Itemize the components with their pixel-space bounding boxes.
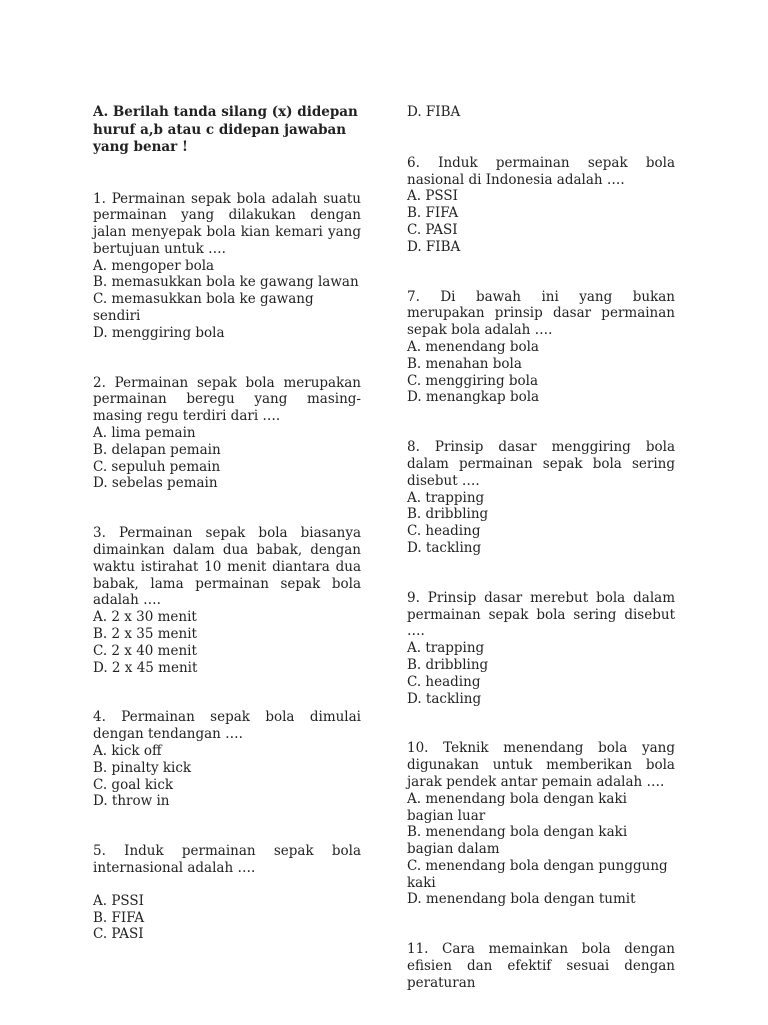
option-b: B. memasukkan bola ke gawang lawan: [93, 274, 359, 291]
question-10: [407, 740, 675, 908]
option-b: B. menahan bola: [407, 355, 522, 372]
option-a: A. lima pemain: [93, 425, 196, 442]
option-a: A. 2 x 30 menit: [93, 609, 197, 626]
question-text: 1. Permainan sepak bola adalah suatu permainan yang dilakukan dengan jalan menyepak bola kian kemari yang bertujuan untuk ….: [93, 190, 361, 257]
question-text: 7. Di bawah ini yang bukan merupakan prinsip dasar permainan sepak bola adalah ….: [407, 288, 675, 339]
question-text: 5. Induk permainan sepak bola internasional adalah ….: [93, 843, 361, 876]
option-b: B. FIFA: [93, 909, 145, 926]
option-d: D. tackling: [407, 690, 482, 707]
question-text: 2. Permainan sepak bola merupakan permainan beregu yang masing-masing regu terdiri dari ….: [93, 374, 361, 425]
option-c: C. sepuluh pemain: [93, 458, 221, 475]
option-c: C. heading: [407, 673, 481, 690]
option-a: A. PSSI: [93, 892, 145, 909]
question-text: 9. Prinsip dasar merebut bola dalam permainan sepak bola sering disebut ….: [407, 589, 675, 640]
question-9: [407, 590, 675, 708]
question-3: [93, 525, 361, 676]
option-b: B. delapan pemain: [93, 441, 221, 458]
option-d: D. sebelas pemain: [93, 475, 218, 492]
question-5: [93, 843, 361, 943]
option-d-continued: D. FIBA: [407, 104, 461, 120]
option-b: B. dribbling: [407, 506, 489, 523]
question-1: [93, 191, 361, 342]
option-a: A. trapping: [407, 489, 485, 506]
option-d: D. tackling: [407, 539, 482, 556]
option-c: C. PASI: [407, 221, 458, 238]
option-c: C. memasukkan bola ke gawang sendiri: [93, 291, 314, 325]
question-11: [407, 941, 675, 991]
right-column: [407, 104, 675, 1025]
option-c: C. menendang bola dengan punggung kaki: [407, 857, 668, 891]
question-text: 3. Permainan sepak bola biasanya dimainkan dalam dua babak, dengan waktu istirahat 10 menit diantara dua babak, lama permainan sepak bola adalah ….: [93, 525, 361, 609]
question-text: 8. Prinsip dasar menggiring bola dalam permainan sepak bola sering disebut ….: [407, 439, 675, 489]
question-4: [93, 709, 361, 810]
question-7: [407, 289, 675, 407]
option-a: A. trapping: [407, 640, 485, 657]
question-text: 6. Induk permainan sepak bola nasional di Indonesia adalah ….: [407, 154, 675, 188]
question-6: [407, 155, 675, 256]
question-text: 11. Cara memainkan bola dengan efisien dan efektif sesuai dengan peraturan: [407, 941, 675, 991]
option-c: C. 2 x 40 menit: [93, 642, 197, 659]
option-a: A. menendang bola dengan kaki bagian luar: [407, 790, 627, 824]
question-text: 4. Permainan sepak bola dimulai dengan tendangan ….: [93, 709, 361, 743]
option-c: C. menggiring bola: [407, 372, 539, 389]
option-d: D. menendang bola dengan tumit: [407, 891, 636, 908]
option-b: B. 2 x 35 menit: [93, 626, 197, 643]
option-b: B. pinalty kick: [93, 759, 192, 776]
instruction-heading: A. Berilah tanda silang (x) didepan huruf a,b atau c didepan jawaban yang benar !: [93, 104, 358, 155]
question-text: 10. Teknik menendang bola yang digunakan untuk memberikan bola jarak pendek antar pemain adalah ….: [407, 740, 675, 790]
option-d: D. menangkap bola: [407, 389, 540, 406]
option-b: B. dribbling: [407, 656, 489, 673]
option-c: C. heading: [407, 523, 481, 540]
option-a: A. menendang bola: [407, 338, 539, 355]
option-a: A. PSSI: [407, 188, 459, 205]
option-d: D. 2 x 45 menit: [93, 659, 198, 676]
blank-line: [93, 877, 361, 893]
question-2: [93, 375, 361, 493]
option-a: A. mengoper bola: [93, 257, 215, 274]
option-c: C. goal kick: [93, 776, 174, 793]
option-c: C. PASI: [93, 926, 144, 943]
option-b: B. menendang bola dengan kaki bagian dalam: [407, 824, 628, 858]
option-a: A. kick off: [93, 743, 162, 760]
option-d: D. menggiring bola: [93, 324, 225, 341]
option-d: D. throw in: [93, 793, 170, 810]
option-b: B. FIFA: [407, 205, 459, 222]
option-d: D. FIBA: [407, 238, 461, 255]
question-8: [407, 439, 675, 557]
left-column: [93, 104, 361, 976]
